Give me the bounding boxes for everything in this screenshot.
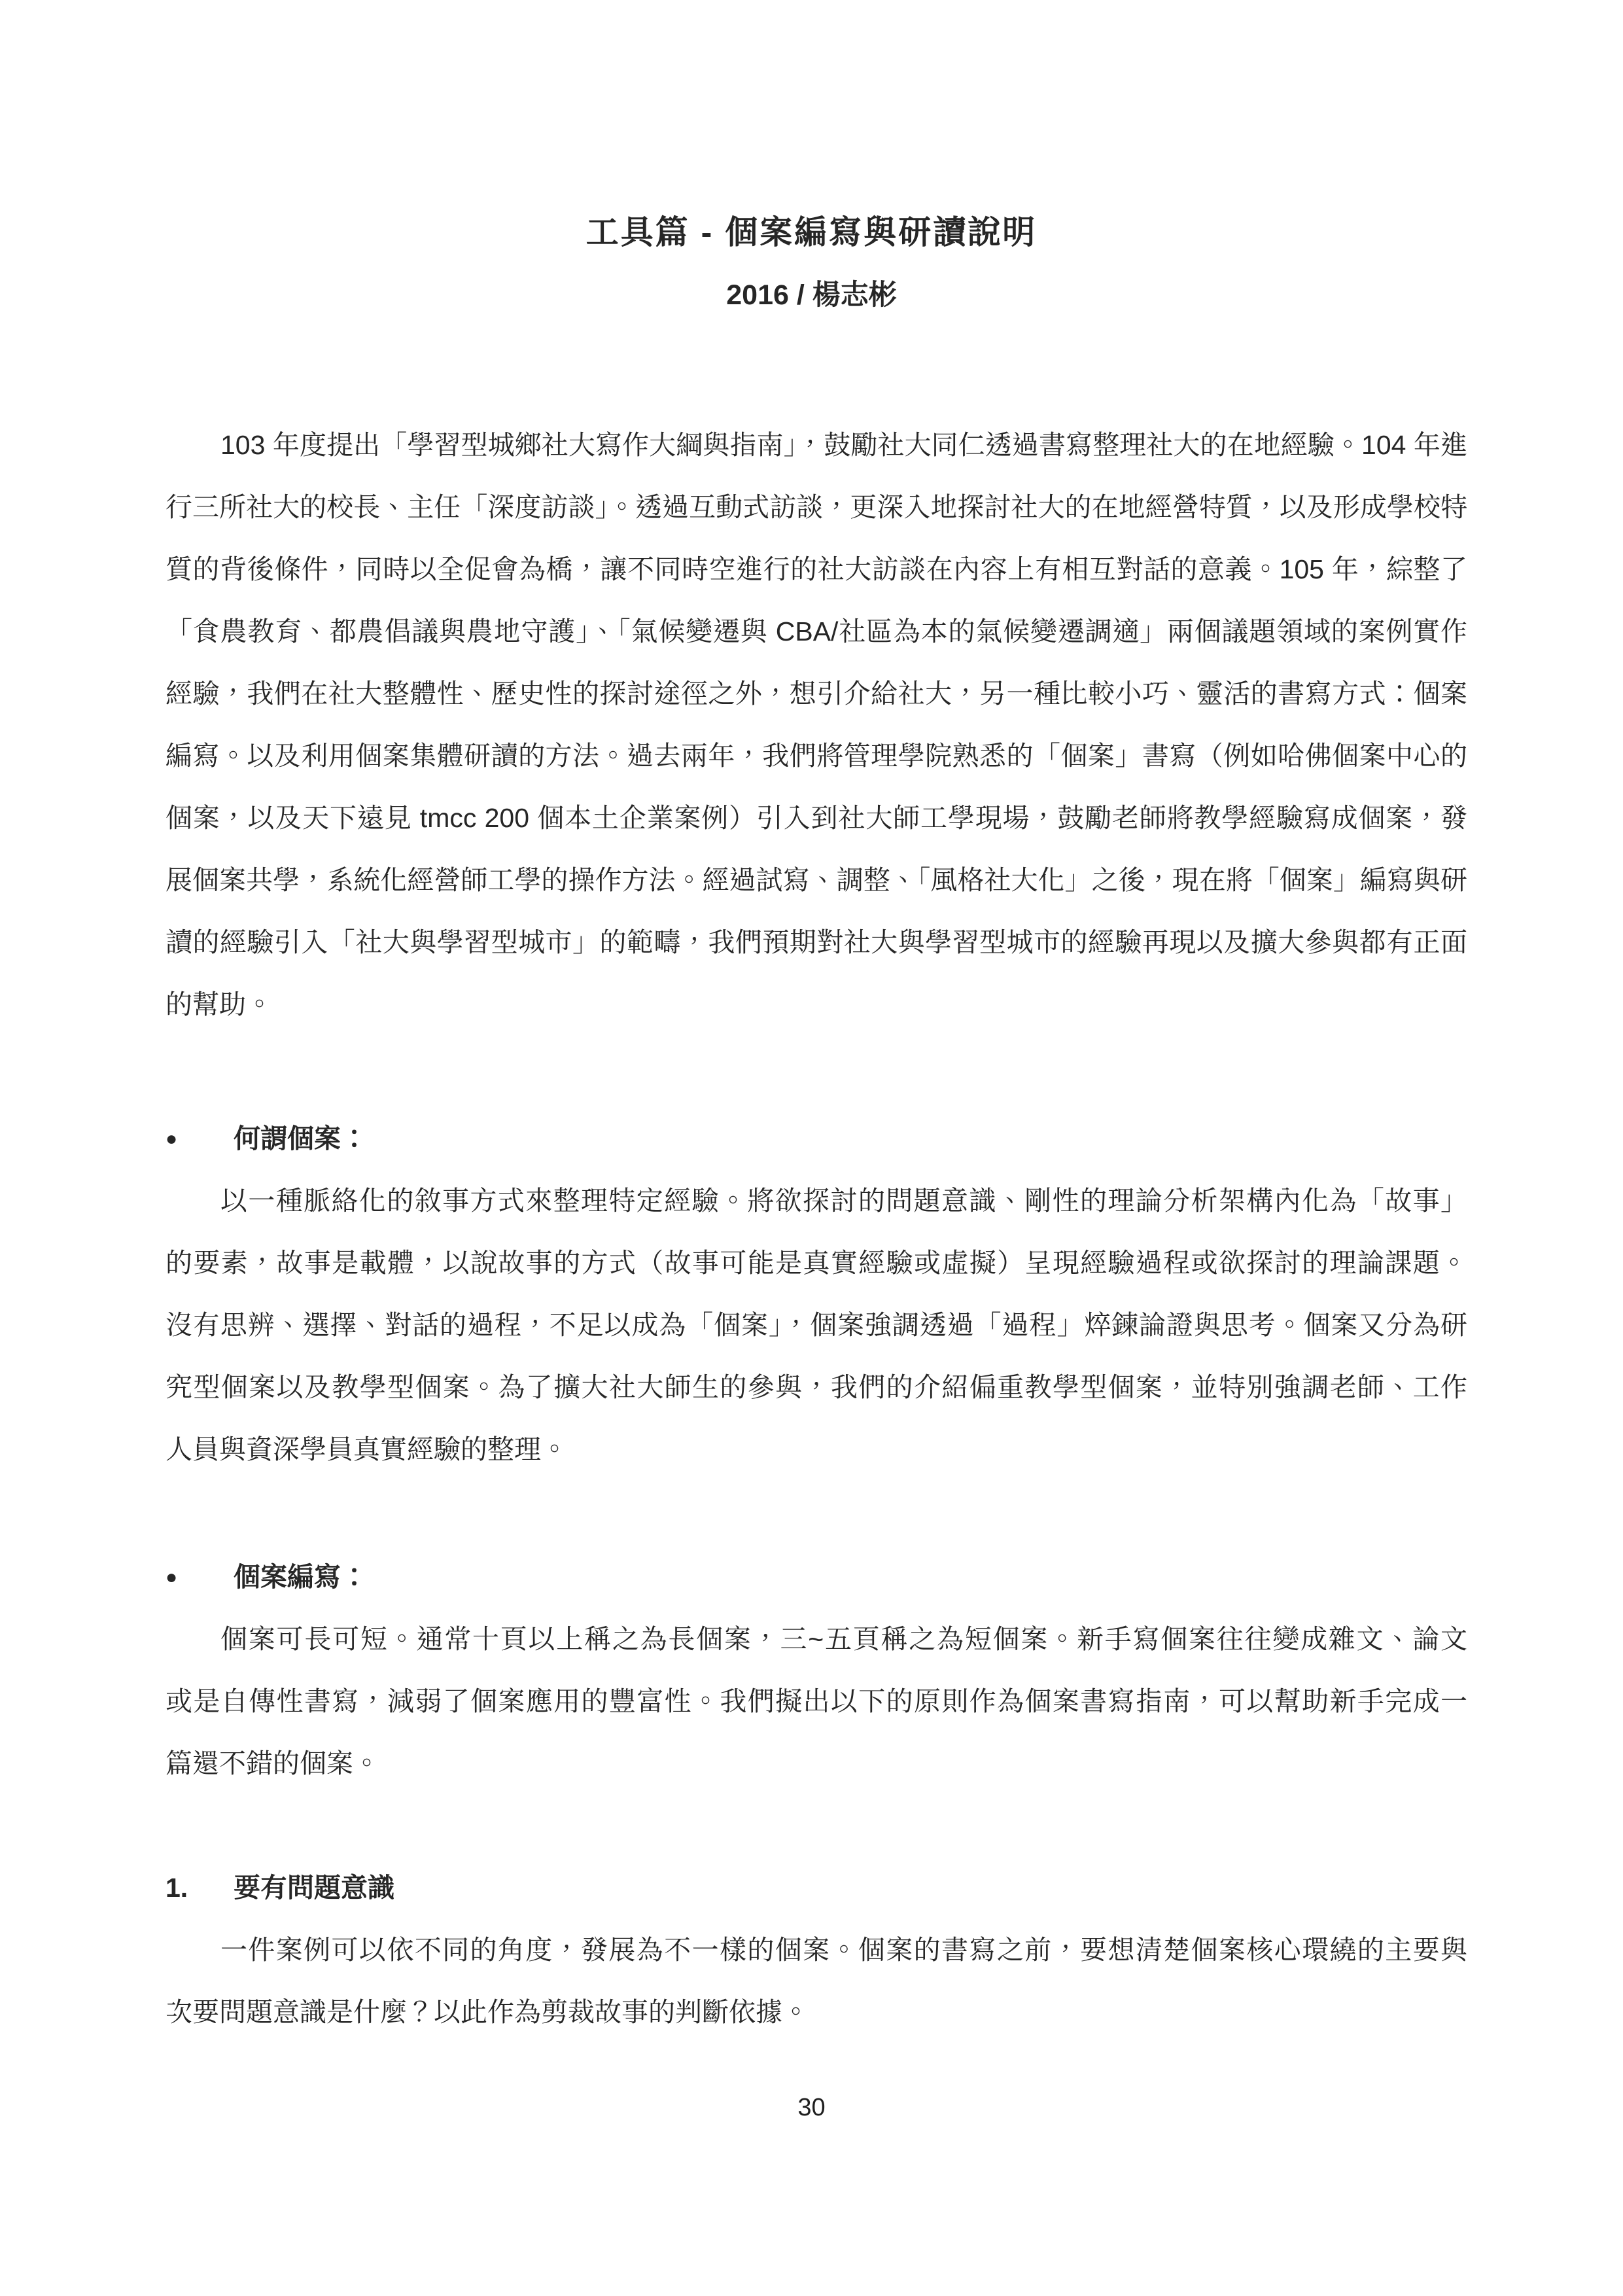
section-heading-row	[166, 1108, 1467, 1170]
text-line: 次要問題意識是什麼？以此作為剪裁故事的判斷依據。	[166, 1997, 809, 2027]
text-line: 行三所社大的校長、主任「深度訪談」。透過互動式訪談，更深入地探討社大的在地經營特質，以及形成學校特	[166, 492, 1467, 522]
page-title: 工具篇 - 個案編寫與研讀說明	[585, 214, 1038, 251]
text-line: 沒有思辨、選擇、對話的過程，不足以成為「個案」，個案強調透過「過程」焠鍊論證與思考。個案又分為研	[166, 1310, 1467, 1340]
text-line: 讀的經驗引入「社大與學習型城市」的範疇，我們預期對社大與學習型城市的經驗再現以及擴大參與都有正面	[166, 927, 1467, 957]
text-line: 究型個案以及教學型個案。為了擴大社大師生的參與，我們的介紹偏重教學型個案，並特別強調老師、工作	[166, 1372, 1467, 1402]
text-line: 以一種脈絡化的敘事方式來整理特定經驗。將欲探討的問題意識、剛性的理論分析架構內化為「故事」	[220, 1186, 1467, 1216]
text-line: 「食農教育、都農倡議與農地守護」、「氣候變遷與 CBA/社區為本的氣候變遷調適」兩個議題領域的案例實作	[166, 616, 1467, 646]
document-body	[166, 414, 1467, 2043]
page-subtitle: 2016 / 楊志彬	[726, 279, 897, 311]
section-what-is-case	[166, 1108, 1467, 1481]
section-heading-row	[166, 1857, 1467, 1919]
text-line: 篇還不錯的個案。	[166, 1748, 380, 1778]
section-heading: 何謂個案：	[234, 1123, 368, 1154]
text-line: 個案可長可短。通常十頁以上稱之為長個案，三~五頁稱之為短個案。新手寫個案往往變成雜文、論文	[220, 1624, 1467, 1654]
text-line: 人員與資深學員真實經驗的整理。	[166, 1434, 568, 1464]
page-number: 30	[797, 2094, 826, 2121]
text-line: 個案，以及天下遠見 tmcc 200 個本土企業案例）引入到社大師工學現場，鼓勵老師將教學經驗寫成個案，發	[166, 803, 1467, 833]
text-line: 展個案共學，系統化經營師工學的操作方法。經過試寫、調整、「風格社大化」之後，現在將「個案」編寫與研	[166, 865, 1467, 895]
text-line: 或是自傳性書寫，減弱了個案應用的豐富性。我們擬出以下的原則作為個案書寫指南，可以幫助新手完成一	[166, 1686, 1467, 1716]
text-line: 編寫。以及利用個案集體研讀的方法。過去兩年，我們將管理學院熟悉的「個案」書寫（例如哈佛個案中心的	[166, 741, 1467, 771]
text-line: 質的背後條件，同時以全促會為橋，讓不同時空進行的社大訪談在內容上有相互對話的意義。105 年，綜整了	[166, 554, 1467, 584]
section-heading-row	[166, 1546, 1467, 1608]
text-line: 的幫助。	[166, 989, 273, 1019]
text-line: 一件案例可以依不同的角度，發展為不一樣的個案。個案的書寫之前，要想清楚個案核心環繞的主要與	[220, 1935, 1467, 1965]
intro-paragraph	[166, 414, 1467, 1036]
section-heading: 要有問題意識	[234, 1873, 394, 1903]
bullet-icon: ●	[166, 1566, 178, 1588]
section-case-writing	[166, 1546, 1467, 1795]
bullet-icon: ●	[166, 1128, 178, 1150]
section-heading: 個案編寫：	[234, 1562, 368, 1592]
text-line: 經驗，我們在社大整體性、歷史性的探討途徑之外，想引介給社大，另一種比較小巧、靈活的書寫方式：個案	[166, 679, 1467, 709]
list-number: 1.	[166, 1873, 188, 1903]
text-line: 的要素，故事是載體，以說故事的方式（故事可能是真實經驗或虛擬）呈現經驗過程或欲探討的理論課題。	[166, 1248, 1467, 1278]
section-problem-awareness	[166, 1857, 1467, 2043]
text-line: 103 年度提出「學習型城鄉社大寫作大綱與指南」，鼓勵社大同仁透過書寫整理社大的在地經驗。104 年進	[220, 430, 1467, 460]
